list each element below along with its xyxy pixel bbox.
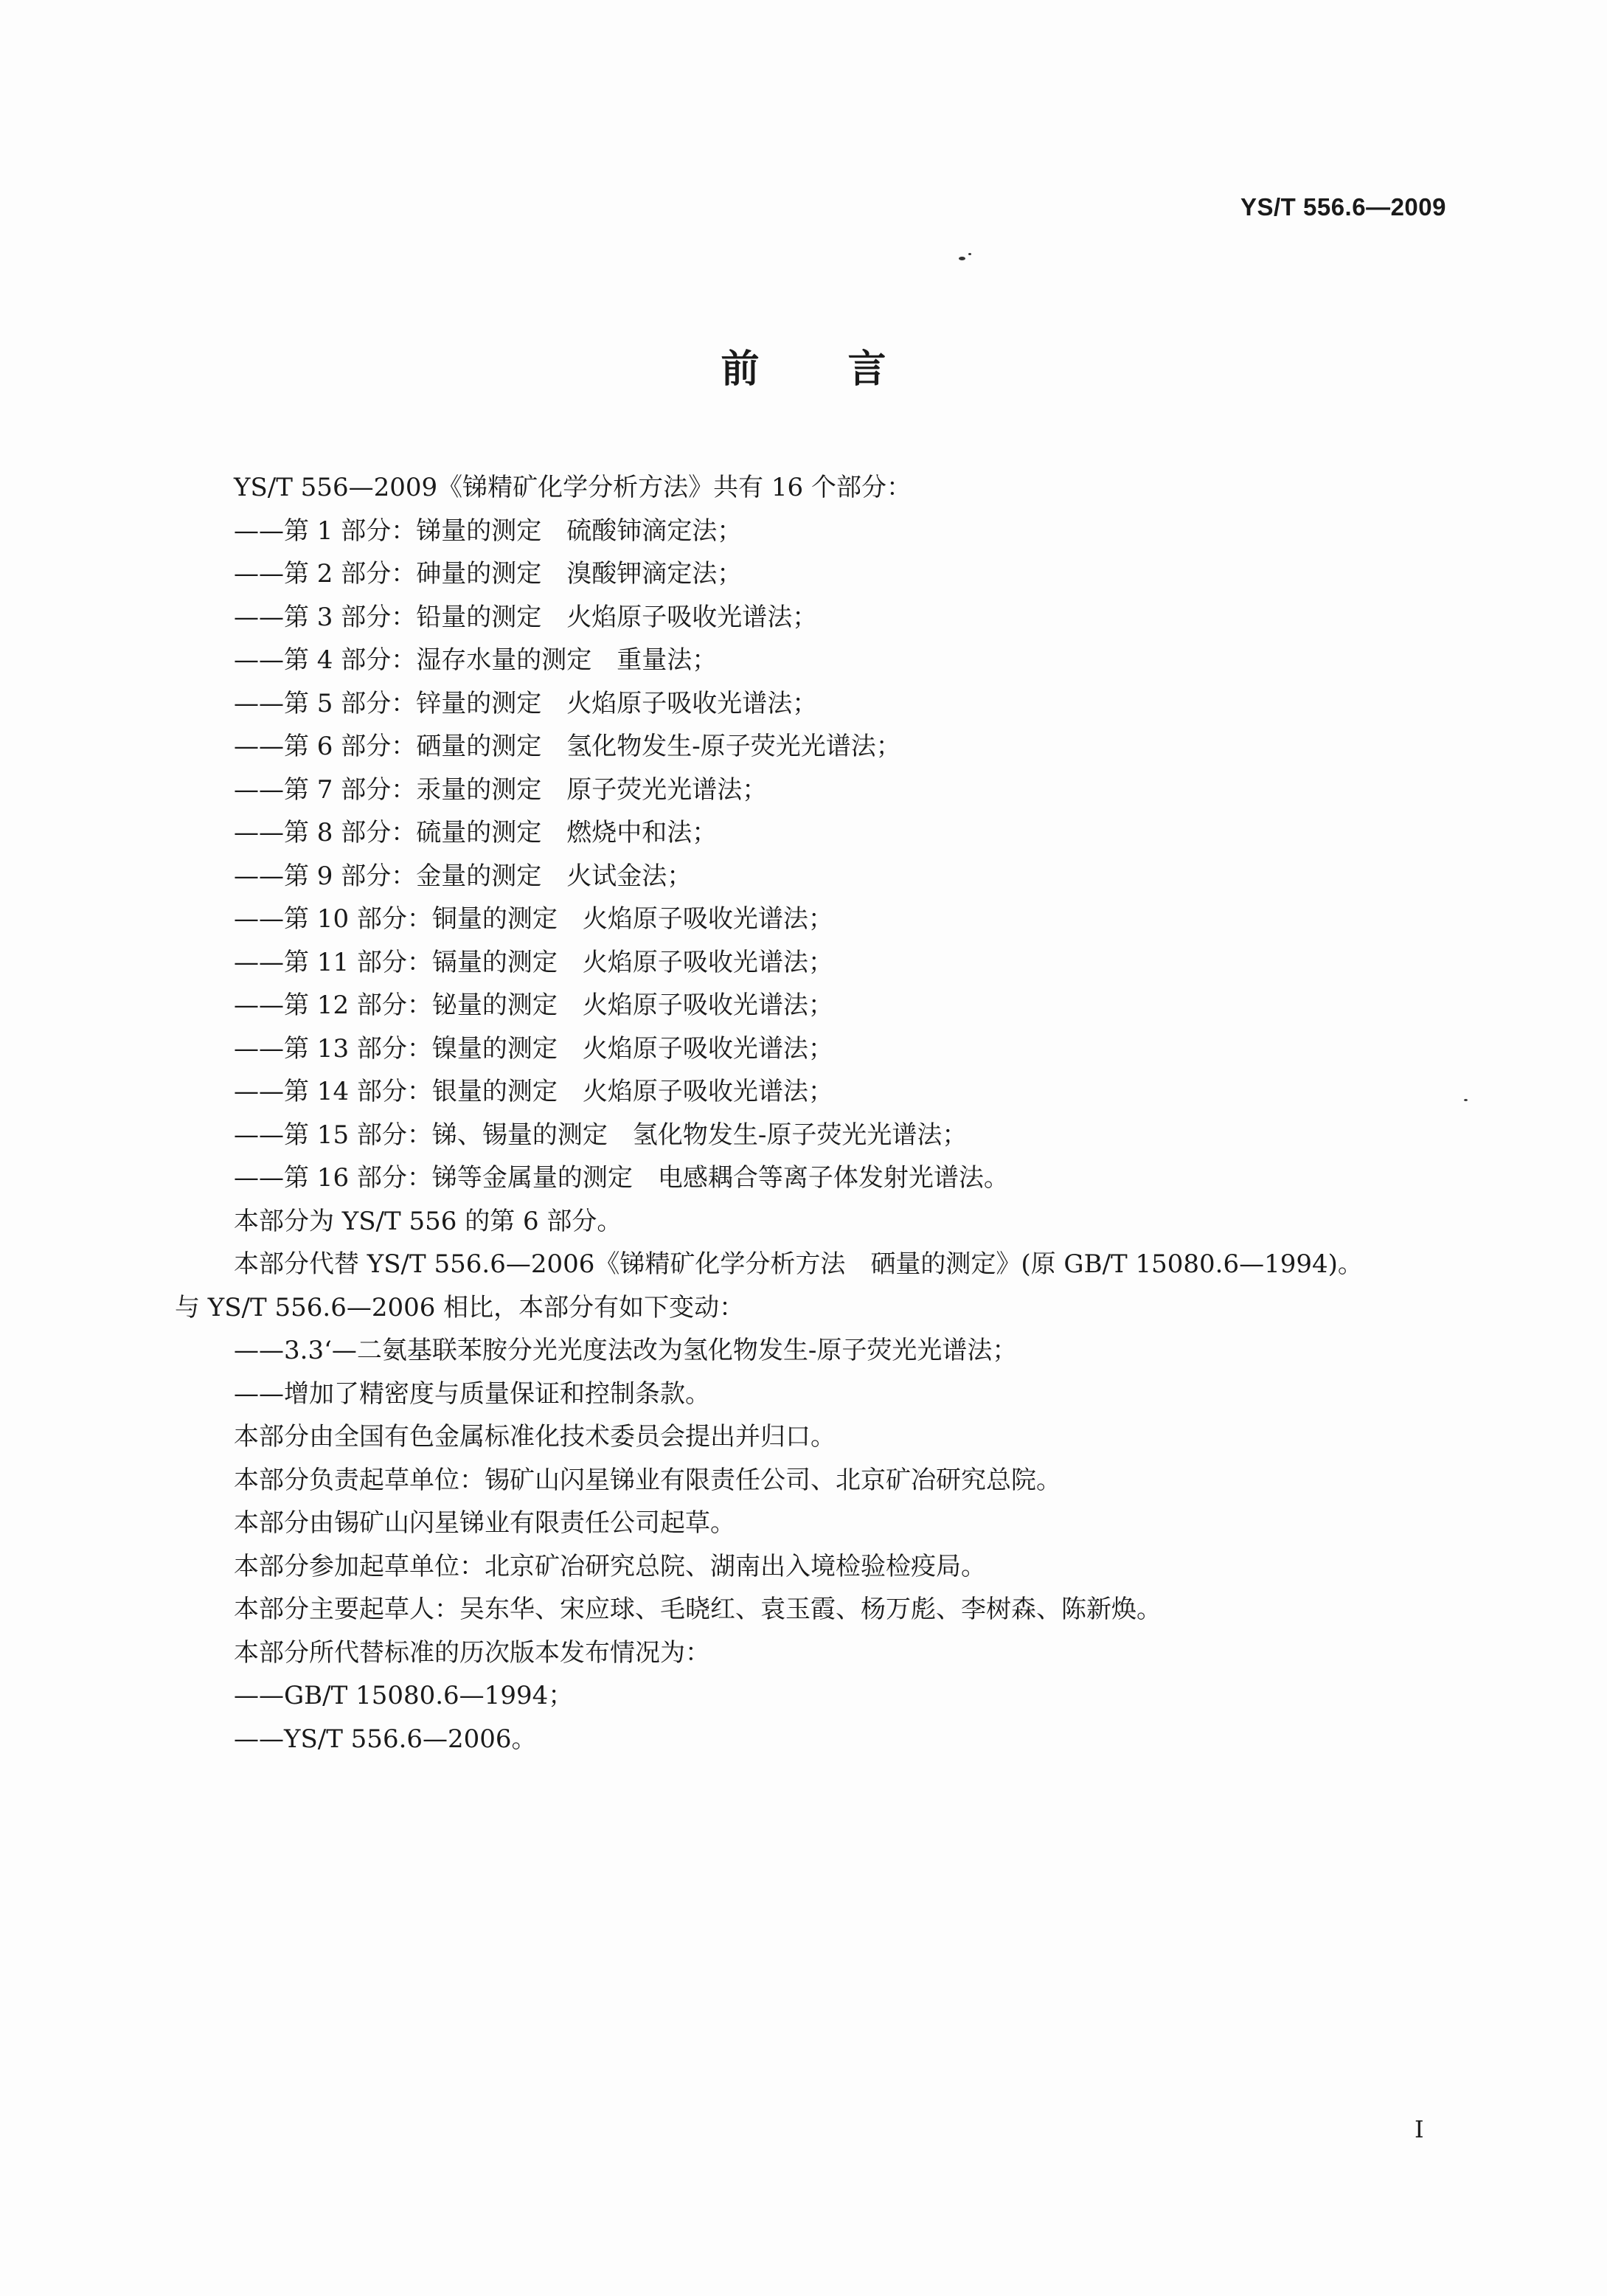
- part-method: 电感耦合等离子体发射光谱法。: [657, 1163, 1009, 1193]
- part-list-item: [175, 639, 1458, 682]
- paragraph-line: YS/T 556—2009《锑精矿化学分析方法》共有 16 个部分：: [234, 473, 912, 502]
- part-label: ——第 4 部分：湿存水量的测定: [234, 645, 592, 675]
- part-method: 火焰原子吸收光谱法；: [566, 602, 818, 632]
- part-label: ——第 2 部分：砷量的测定: [234, 559, 542, 589]
- paragraph-line: ——增加了精密度与质量保证和控制条款。: [234, 1378, 710, 1409]
- part-list-item: [175, 552, 1458, 596]
- part-label: ——第 16 部分：锑等金属量的测定: [234, 1163, 633, 1193]
- part-method: 硫酸铈滴定法；: [566, 516, 743, 546]
- paragraph-line: 本部分主要起草人：吴东华、宋应球、毛晓红、袁玉霞、杨万彪、李树森、陈新焕。: [234, 1595, 1162, 1624]
- page-number: I: [1415, 2115, 1424, 2143]
- part-label: ——第 15 部分：锑、锡量的测定: [234, 1120, 608, 1150]
- part-method: 氢化物发生-原子荧光光谱法；: [632, 1120, 968, 1150]
- paragraph-line: 本部分由锡矿山闪星锑业有限责任公司起草。: [234, 1508, 735, 1538]
- part-label: ——第 5 部分：锌量的测定: [234, 688, 542, 718]
- scan-speck: [968, 253, 971, 255]
- paragraph-line: 本部分参加起草单位：北京矿冶研究总院、湖南出入境检验检疫局。: [234, 1551, 986, 1581]
- part-method: 氢化物发生-原子荧光光谱法；: [566, 732, 901, 761]
- part-method: 溴酸钾滴定法；: [566, 559, 743, 589]
- part-list-item: [175, 682, 1458, 726]
- part-method: 火焰原子吸收光谱法；: [582, 947, 833, 977]
- page-title: 前言: [721, 347, 975, 392]
- part-label: ——第 10 部分：铜量的测定: [234, 904, 558, 934]
- paragraph-line: ——3.3‘—二氨基联苯胺分光光度法改为氢化物发生-原子荧光光谱法；: [234, 1336, 1018, 1365]
- part-label: ——第 9 部分：金量的测定: [234, 861, 542, 891]
- part-label: ——第 14 部分：银量的测定: [234, 1077, 558, 1106]
- part-list-item: [175, 1156, 1458, 1200]
- part-label: ——第 3 部分：铅量的测定: [234, 602, 542, 632]
- document-id: YS/T 556.6—2009: [1240, 193, 1446, 221]
- paragraph-line: 本部分所代替标准的历次版本发布情况为：: [234, 1637, 710, 1668]
- part-list-item: [175, 1027, 1458, 1071]
- part-method: 重量法；: [617, 645, 718, 675]
- part-list-item: [175, 811, 1458, 855]
- part-list-item: [175, 984, 1458, 1027]
- paragraph-line: 本部分由全国有色金属标准化技术委员会提出并归口。: [234, 1422, 836, 1452]
- part-list-item: [175, 941, 1458, 985]
- paragraph-line: 与 YS/T 556.6—2006 相比，本部分有如下变动：: [175, 1292, 745, 1322]
- part-label: ——第 6 部分：硒量的测定: [234, 732, 542, 761]
- part-label: ——第 7 部分：汞量的测定: [234, 774, 542, 805]
- part-list-item: [175, 596, 1458, 639]
- part-method: 原子荧光光谱法；: [566, 774, 768, 805]
- part-method: 火焰原子吸收光谱法；: [582, 1077, 833, 1106]
- part-method: 火焰原子吸收光谱法；: [566, 688, 818, 718]
- part-method: 火焰原子吸收光谱法；: [582, 991, 833, 1020]
- paragraph-line: 本部分负责起草单位：锡矿山闪星锑业有限责任公司、北京矿冶研究总院。: [234, 1465, 1061, 1495]
- part-list-item: [175, 1114, 1458, 1157]
- paragraph-line: 本部分代替 YS/T 556.6—2006《锑精矿化学分析方法 硒量的测定》(原 GB/T 15080.6—1994)。: [234, 1249, 1363, 1279]
- part-list-item: [175, 1070, 1458, 1114]
- part-list-item: [175, 855, 1458, 898]
- paragraph-line: ——GB/T 15080.6—1994；: [234, 1681, 574, 1710]
- part-list-item: [175, 898, 1458, 941]
- part-list-item: [175, 769, 1458, 812]
- foreword-body: [175, 466, 1458, 1761]
- part-method: 火试金法；: [566, 861, 693, 891]
- part-label: ——第 1 部分：锑量的测定: [234, 516, 542, 546]
- part-list-item: [175, 725, 1458, 769]
- part-label: ——第 8 部分：硫量的测定: [234, 818, 542, 847]
- paragraph-line: 本部分为 YS/T 556 的第 6 部分。: [234, 1206, 622, 1236]
- part-method: 火焰原子吸收光谱法；: [582, 1033, 833, 1064]
- paragraph-line: ——YS/T 556.6—2006。: [234, 1724, 537, 1754]
- scan-speck: [1464, 1099, 1468, 1101]
- part-list-item: [175, 510, 1458, 553]
- part-label: ——第 13 部分：镍量的测定: [234, 1033, 558, 1064]
- part-label: ——第 11 部分：镉量的测定: [234, 947, 558, 977]
- part-method: 火焰原子吸收光谱法；: [582, 904, 833, 934]
- part-method: 燃烧中和法；: [566, 818, 718, 847]
- scan-speck: [959, 257, 965, 260]
- part-label: ——第 12 部分：铋量的测定: [234, 991, 558, 1020]
